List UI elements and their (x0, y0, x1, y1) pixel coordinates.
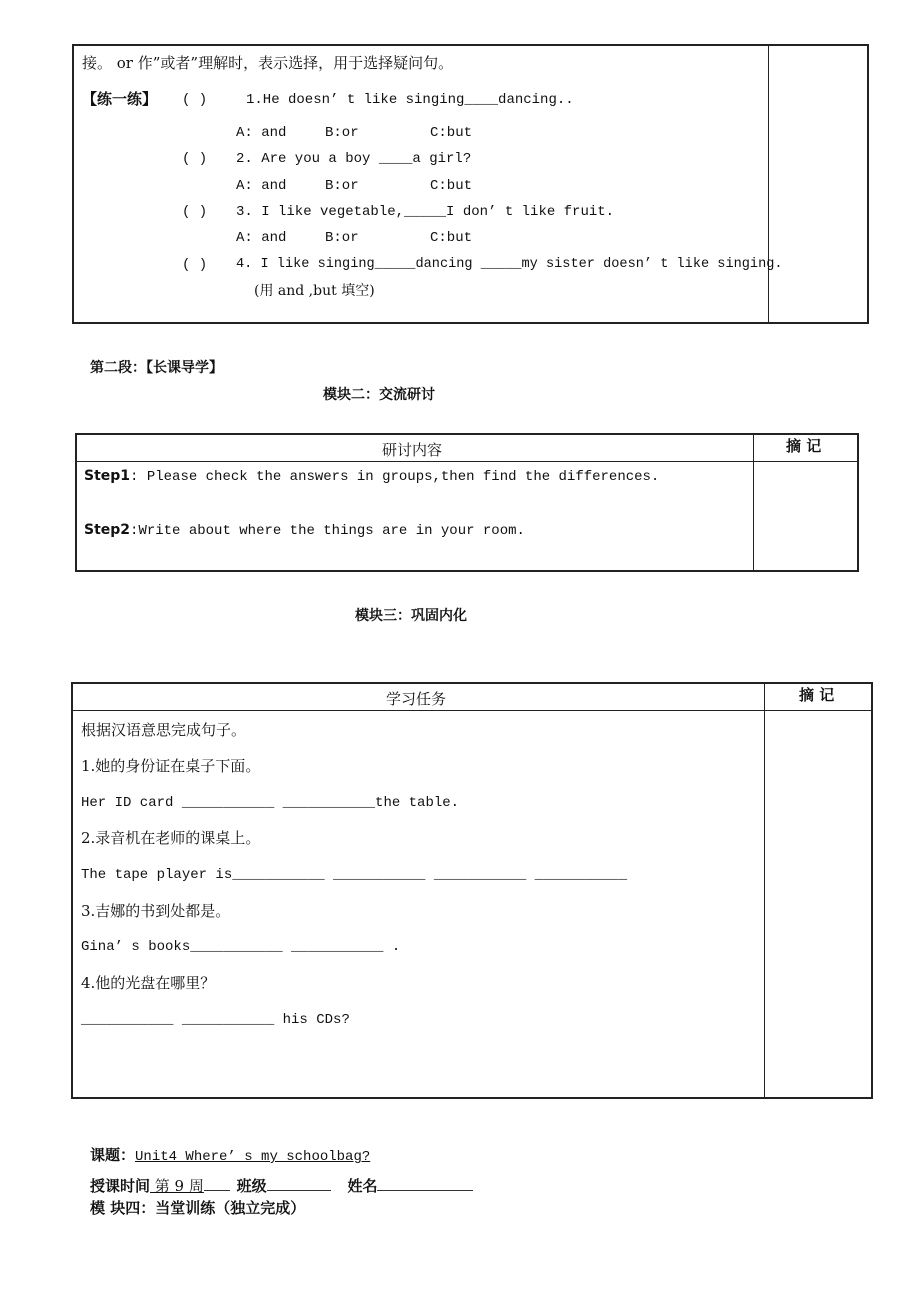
task-item-3-cn: 3.吉娜的书到处都是。 (81, 902, 231, 920)
question-3-option-a: A: and (236, 230, 287, 246)
task-item-3-en: Gina’ s books___________ ___________ . (81, 939, 401, 955)
topic-value: Unit4 Where’ s my schoolbag? (135, 1149, 371, 1165)
discussion-table-header-line (75, 461, 859, 462)
task-table-divider (764, 682, 765, 1099)
step2-label: Step2 (84, 522, 131, 538)
step1-row (84, 467, 659, 486)
question-1-stem: 1.He doesn’ t like singing____dancing.. (246, 92, 574, 108)
stage2-label: 第二段：【长课导学】 (90, 360, 223, 376)
task-item-1-en: Her ID card ___________ ___________the table. (81, 795, 460, 811)
question-1-option-a: A: and (236, 125, 287, 141)
time-blank (204, 1176, 230, 1191)
question-1-paren: ( ) (182, 92, 208, 108)
step1-label: Step1 (84, 468, 131, 484)
discussion-table-divider (753, 433, 754, 572)
discussion-header-content: 研讨内容 (382, 441, 443, 459)
topic-label: 课题： (90, 1146, 136, 1164)
time-label: 授课时间 (90, 1177, 151, 1195)
task-table-header-line (71, 710, 873, 711)
question-1-option-c: C:but (430, 125, 473, 141)
practice-table-divider (768, 44, 769, 324)
class-blank (267, 1176, 331, 1191)
step1-text: : Please check the answers in groups,then find the differences. (130, 469, 660, 485)
task-item-2-en: The tape player is___________ ___________ ___________ ___________ (81, 867, 628, 883)
name-blank (377, 1176, 473, 1191)
module3-title: 模块三：巩固内化 (355, 608, 467, 624)
class-label: 班级 (236, 1177, 267, 1195)
task-table (71, 682, 873, 1099)
step2-text: :Write about where the things are in your room. (130, 523, 525, 539)
question-4-stem: 4. I like singing_____dancing _____my sister doesn’ t like singing. (236, 257, 783, 272)
fill-note: (用 and ,but 填空) (254, 283, 375, 299)
discussion-table (75, 433, 859, 572)
question-3-option-b: B:or (325, 230, 359, 246)
question-2-option-b: B:or (325, 178, 359, 194)
task-item-2-cn: 2.录音机在老师的课桌上。 (81, 829, 261, 847)
module4-title: 模 块四：当堂训练（独立完成） (90, 1199, 306, 1217)
module2-title: 模块二：交流研讨 (323, 387, 435, 403)
question-3-stem: 3. I like vegetable,_____I don’ t like fruit. (236, 204, 615, 220)
question-2-option-a: A: and (236, 178, 287, 194)
question-2-stem: 2. Are you a boy ____a girl? (236, 151, 472, 167)
task-item-1-cn: 1.她的身份证在桌子下面。 (81, 757, 261, 775)
discussion-header-notes: 摘 记 (786, 437, 822, 455)
step2-row (84, 521, 525, 540)
question-4-paren: ( ) (182, 257, 208, 273)
question-3-paren: ( ) (182, 204, 208, 220)
question-2-paren: ( ) (182, 151, 208, 167)
task-instruction: 根据汉语意思完成句子。 (81, 721, 247, 739)
question-2-option-c: C:but (430, 178, 473, 194)
question-3-option-c: C:but (430, 230, 473, 246)
practice-label: 【练一练】 (82, 90, 158, 108)
task-item-4-en: ___________ ___________ his CDs? (81, 1012, 350, 1028)
name-label: 姓名 (347, 1177, 378, 1195)
time-row (90, 1176, 473, 1196)
time-value: 第 9 周 (150, 1177, 204, 1195)
intro-text: 接。 or 作”或者”理解时，表示选择，用于选择疑问句。 (82, 54, 454, 72)
task-item-4-cn: 4.他的光盘在哪里？ (81, 974, 216, 992)
question-1-option-b: B:or (325, 125, 359, 141)
task-header-notes: 摘 记 (799, 686, 835, 704)
topic-row (90, 1146, 370, 1167)
task-header-task: 学习任务 (386, 690, 447, 708)
